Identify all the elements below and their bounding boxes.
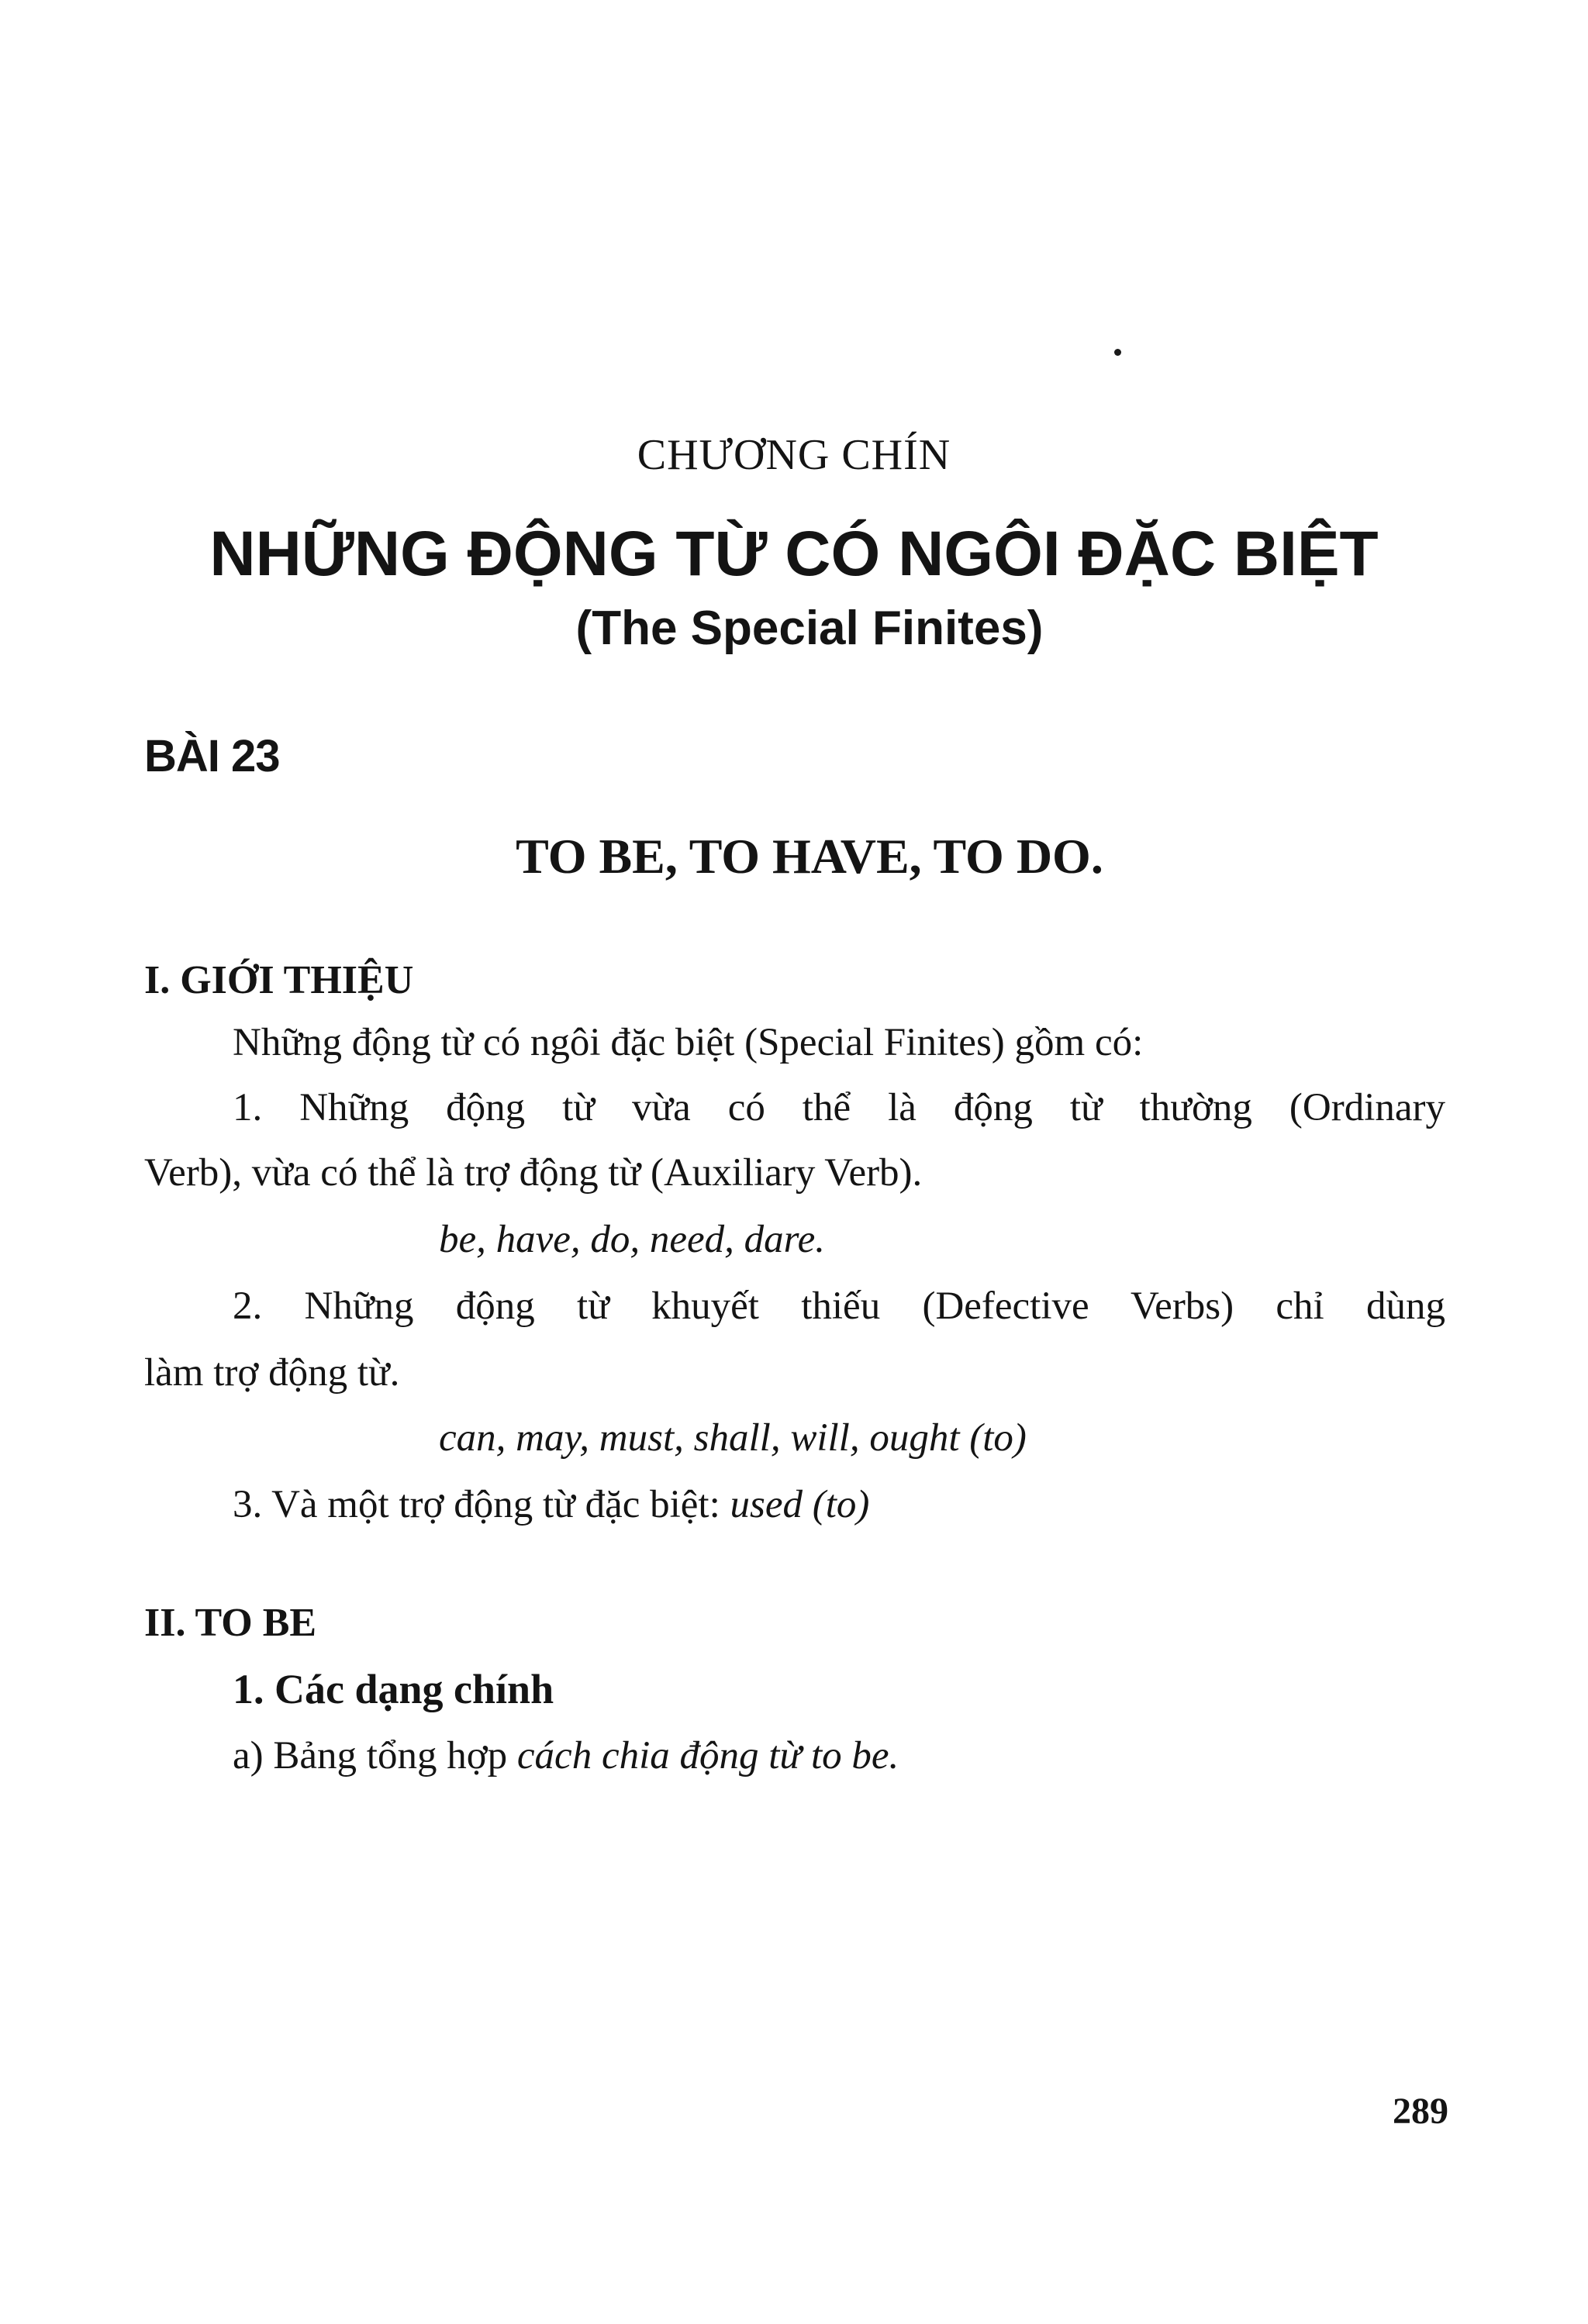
list-item-2-line-2: làm trợ động từ.	[144, 1351, 400, 1395]
chapter-subtitle: (The Special Finites)	[575, 602, 1044, 655]
chapter-title: NHỮNG ĐỘNG TỪ CÓ NGÔI ĐẶC BIỆT	[209, 519, 1379, 589]
page-number: 289	[1393, 2091, 1448, 2132]
lesson-title: TO BE, TO HAVE, TO DO.	[516, 829, 1103, 884]
chapter-label: CHƯƠNG CHÍN	[637, 431, 951, 479]
ink-speck	[1114, 349, 1121, 356]
list-item-2-example: can, may, must, shall, will, ought (to)	[439, 1416, 1027, 1460]
list-item-1-line-2: Verb), vừa có thể là trợ động từ (Auxiliary Verb).	[144, 1151, 923, 1195]
line-a	[233, 1733, 899, 1778]
line-a-text: a) Bảng tổng hợp	[233, 1734, 517, 1777]
section-heading-introduction: I. GIỚI THIỆU	[144, 958, 414, 1002]
section-heading-to-be: II. TO BE	[144, 1601, 317, 1645]
list-item-1-example: be, have, do, need, dare.	[439, 1218, 826, 1261]
lesson-number: BÀI 23	[144, 731, 280, 781]
list-item-2-line-1: 2. Những động từ khuyết thiếu (Defective Verbs) chỉ dùng	[233, 1284, 1445, 1328]
list-item-3-example: used (to)	[730, 1483, 870, 1526]
list-item-1-line-1: 1. Những động từ vừa có thể là động từ thường (Ordinary	[233, 1086, 1445, 1129]
line-a-italic: cách chia động từ to be.	[516, 1734, 899, 1777]
list-item-3-text: 3. Và một trợ động từ đặc biệt:	[233, 1483, 730, 1526]
intro-paragraph: Những động từ có ngôi đặc biệt (Special Finites) gồm có:	[233, 1021, 1144, 1064]
subsection-heading-main-forms: 1. Các dạng chính	[233, 1666, 554, 1712]
list-item-3	[233, 1482, 869, 1527]
